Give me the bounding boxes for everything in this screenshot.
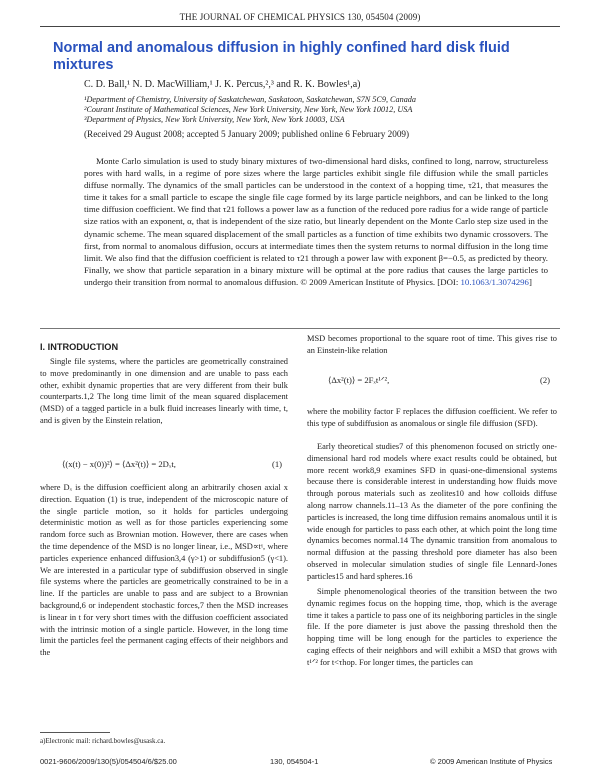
left-paragraph-1: Single file systems, where the particles are geometrically constrained to move predominantly in one dimension and are unable to pass each other, exhibit dynamic properties that are very different from their bulk counterparts.1,2 The long time limit of the mean squared displacement (MSD) of a tagged particle in a bulk fluid increases linearly with time, t, and is given by the Einstein relation, <box>40 357 288 425</box>
left-paragraph-2: where Dₓ is the diffusion coefficient along an arbitrarily chosen axial x direction. Equation (1) is true, independent of the microscopic nature of the single particle motion, so it holds for particles undergoing deterministic motion as well as for those particles experiencing some random force such as Brownian motion. However, there are cases when the time dependence of the MSD is no longer linear, i.e., MSD∝tᵞ, where particles experience enhanced diffusion3,4 (γ>1) or subdiffusion5 (γ<1). We are interested in a particular type of subdiffusion observed in single file systems where the particles are geometrically constrained to be in a line. If the particles are unable to pass and are subject to a Brownian background,6 or independent stochastic forces,7 then the MSD increases is linear in t for very short times with the diffusion coefficient associated with the intrinsic motion of a single particle. However, in the long time limit the particles feel the permanent caging effects of their neighbors and the <box>40 483 288 658</box>
footer-copyright: © 2009 American Institute of Physics <box>430 757 553 766</box>
equation-2: ⟨Δx²(t)⟩ = 2Fₓt¹ᐟ², <box>328 375 390 385</box>
affiliation-1: ¹Department of Chemistry, University of Saskatchewan, Saskatoon, Saskatchewan, S7N 5C9, Canada <box>84 95 416 104</box>
abstract-close: ] <box>528 276 532 287</box>
paper-title: Normal and anomalous diffusion in highly confined hard disk fluid mixtures <box>53 40 510 73</box>
equation-1-number: (1) <box>272 459 283 469</box>
author-list: C. D. Ball,¹ N. D. MacWilliam,¹ J. K. Percus,²,³ and R. K. Bowles¹,a) <box>84 79 361 90</box>
affiliation-2: ²Courant Institute of Mathematical Sciences, New York University, New York, New York 10012, USA <box>84 105 413 114</box>
right-paragraph-2: where the mobility factor F replaces the diffusion coefficient. We refer to this type of subdiffusion as anomalous or single file diffusion (SFD). <box>307 407 557 428</box>
equation-1: ⟨(x(t) − x(0))²⟩ = ⟨Δx²(t)⟩ = 2Dₓt, <box>62 459 176 469</box>
abstract-text: Monte Carlo simulation is used to study binary mixtures of two-dimensional hard disks, confined to long, narrow, structureless pores with hard walls, in a regime of pore sizes where the large particles exhibit single file diffusion while the small particles diffuse normally. The dynamics of the small particles can be understood in the context of a hopping time, τ21, that measures the time it takes for a small particle to escape the single file cage formed by its large particle neighbors, and can be linked to the long time diffusion coefficient. We find that τ21 follows a power law as a function of the reduced pore radius for a wide range of particle size ratios with an exponent, α, that is independent of the size ratio, but linearly dependent on the Monte Carlo step size used in the dynamic scheme. The mean squared displacement of the small particles as a function of time exhibits two dynamic crossovers. The first, from normal to anomalous diffusion, occurs at intermediate times then the system returns to normal diffusion in the long time limit. We also find that the diffusion coefficient is related to τ21 through a power law with exponent β=−0.5, as predicted by theory. Finally, we show that particle separation in a binary mixture will be optimal at the pore radius that causes the large particles to undergo their transition from normal to anomalous diffusion. © 2009 American Institute of Physics. [DOI: <box>84 156 548 287</box>
section-heading: I. INTRODUCTION <box>40 342 119 352</box>
header-rule <box>40 26 560 27</box>
footer-page: 130, 054504-1 <box>270 757 319 766</box>
equation-2-number: (2) <box>540 375 551 385</box>
right-paragraph-1: MSD becomes proportional to the square root of time. This gives rise to an Einstein-like relation <box>307 334 557 355</box>
journal-header: THE JOURNAL OF CHEMICAL PHYSICS 130, 054504 (2009) <box>179 12 421 22</box>
footer-issn: 0021-9606/2009/130(5)/054504/6/$25.00 <box>40 757 177 766</box>
received-dates: (Received 29 August 2008; accepted 5 January 2009; published online 6 February 2009) <box>84 129 410 139</box>
right-paragraph-4: Simple phenomenological theories of the transition between the two dynamic regimes focus on the hopping time, τhop, which is the average time it takes a particle to pass one of its neighboring particles in the single file. If the pore diameter is just above the passing threshold then the hopping time will be long enough for the particles to experience the caging effects of their neighbors and will exhibit a MSD that grows with t¹ᐟ² for t<τhop. For longer times, the particles can <box>307 587 557 667</box>
footnote: a)Electronic mail: richard.bowles@usask.ca. <box>40 737 166 745</box>
right-paragraph-3: Early theoretical studies7 of this phenomenon focused on strictly one-dimensional hard rod models where exact results could be obtained, but more recent work8,9 examines SFD in quasi-one-dimensional systems because there is considerable interest in understanding how fluids move through porous materials such as zeolites10 and how colloids diffuse along narrow channels.11–13 As the diameter of the pore confining the particles is increased, the long time diffusion remains anomalous until it is wide enough for particles to pass each other, at which point the long time dynamics becomes normal.14 The dynamic transition from anomalous to normal diffusion at the passing threshold pore diameter has also been observed in molecular simulation studies of single file Lennard-Jones particles15 and hard spheres.16 <box>307 442 557 581</box>
doi-link[interactable]: 10.1063/1.3074296 <box>460 276 529 287</box>
abstract <box>84 155 548 288</box>
affiliation-3: ³Department of Physics, New York University, New York, New York 10003, USA <box>84 115 345 124</box>
footnote-rule <box>40 732 110 733</box>
section-rule <box>40 328 560 329</box>
